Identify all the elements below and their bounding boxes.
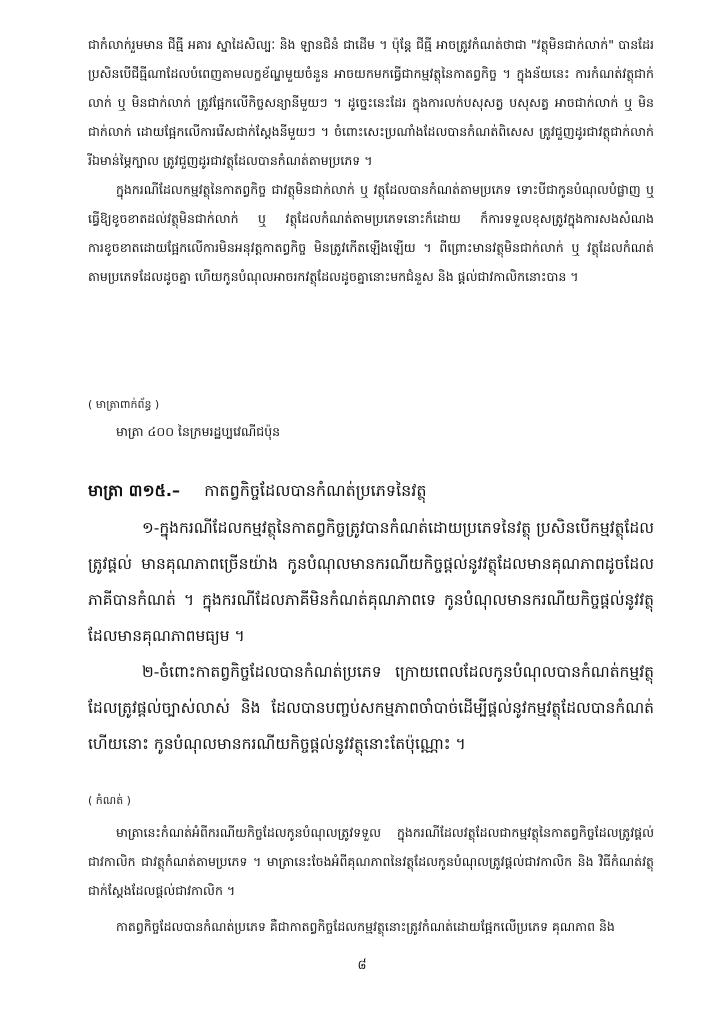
commentary-label: ( កំណត់ )	[88, 794, 131, 807]
commentary-paragraph-1: មាត្រានេះកំណត់អំពីករណីយកិច្ចដែលកូនបំណុលត្រូវទទួល ក្នុងករណីដែលវត្ថុដែលជាកម្មវត្ថុនៃកាតព្វកិច្ចដែលត្រូវផ្តល់ជាវកាលិក ជាវត្ថុកំណត់តាមប្រភេទ ។ មាត្រានេះចែងអំពីគុណភាពនៃវត្ថុដែលកូនបំណុលត្រូវផ្តល់ជាវកាលិក និង វិធីកំណត់វត្ថុជាក់ស្តែងដែលផ្តល់ជាវកាលិក ។	[88, 825, 654, 898]
article-heading	[88, 480, 427, 504]
commentary-paragraph-2: កាតព្វកិច្ចដែលបានកំណត់ប្រភេទ គឺជាកាតព្វកិច្ចដែលកម្មវត្ថុនោះត្រូវកំណត់ដោយផ្អែកលើប្រភេទ គុណភាព និង	[116, 919, 615, 934]
related-article-reference: មាត្រា ៤០០ នៃក្រមរដ្ឋប្បវេណីជប៉ុន	[116, 424, 281, 439]
article-clause-1: ១-ក្នុងករណីដែលកម្មវត្ថុនៃកាតព្វកិច្ចត្រូវបានកំណត់ដោយប្រភេទនៃវត្ថុ ប្រសិនបើកម្មវត្ថុដែលត្រូវផ្តល់ មានគុណភាពច្រើនយ៉ាង កូនបំណុលមានករណីយកិច្ចផ្តល់នូវវត្ថុដែលមានគុណភាពដូចដែលភាគីបានកំណត់ ។ ក្នុងករណីដែលភាគីមិនកំណត់គុណភាពទេ កូនបំណុលមានករណីយកិច្ចផ្តល់នូវវត្ថុដែលមានគុណភាពមធ្យម ។	[88, 519, 654, 645]
paragraph-continuation: ជាកំលាក់រួមមាន ជីធ្មី អគារ ស្នាដៃសិល្បៈ និង ឡានជិនំ ជាដើម ។ ប៉ុន្តែ ជីធ្មី អាចត្រូវកំណត់ថាជា "វត្ថុមិនជាក់លាក់" បានដែរ ប្រសិនបើជីធ្មីណាដែលបំពេញតាមលក្ខខ័ណ្ឌមួយចំនួន អាចយកមកធ្វើជាកម្មវត្ថុនៃកាតព្វកិច្ច ។ ក្នុងន័យនេះ ការកំណត់វត្ថុជាក់លាក់ ឬ មិនជាក់លាក់ ត្រូវផ្អែកលើកិច្ចសន្យានីមួយៗ ។ ដូច្នេះនេះដែរ ក្នុងការលក់បសុសត្វ បសុសត្វ អាចជាក់លាក់ ឬ មិនជាក់លាក់ ដោយផ្អែកលើការរើសជាក់ស្តែងនីមួយៗ ។ ចំពោះសេះប្រណាំងដែលបានកំណត់ពិសេស ត្រូវជួញដូរជាវត្ថុជាក់លាក់ រីឯមាន់ម្ភៃក្បាល ត្រូវជួញដូរជាវត្ថុដែលបានកំណត់តាមប្រភេទ ។	[88, 37, 654, 168]
article-clause-2: ២-ចំពោះកាតព្វកិច្ចដែលបានកំណត់ប្រភេទ ក្រោយពេលដែលកូនបំណុលបានកំណត់កម្មវត្ថុដែលត្រូវផ្តល់ច្បាស់លាស់ និង ដែលបានបញ្ចប់សកម្មភាពចាំបាច់ដើម្បីផ្តល់នូវកម្មវត្ថុដែលបានកំណត់ហើយនោះ កូនបំណុលមានករណីយកិច្ចផ្តល់នូវវត្ថុនោះតែប៉ុណ្ណោះ ។	[88, 663, 654, 753]
page-number: ៨	[357, 958, 367, 973]
article-number: មាត្រា ៣១៥.–	[88, 481, 180, 500]
paragraph-explanation: ក្នុងករណីដែលកម្មវត្ថុនៃកាតព្វកិច្ច ជាវត្ថុមិនជាក់លាក់ ឬ វត្ថុដែលបានកំណត់តាមប្រភេទ ទោះបីជាកូនបំណុលបំផ្លាញ ឬ ធ្វើឱ្យខូចខាតដល់វត្ថុមិនជាក់លាក់ ឬ វត្ថុដែលកំណត់តាមប្រភេទនោះក៏ដោយ ក៏ការទទួលខុសត្រូវក្នុងការសងសំណងការខូចខាតដោយផ្អែកលើការមិនអនុវត្តកាតព្វកិច្ច មិនត្រូវកើតឡើងឡើយ ។ ពីព្រោះមានវត្ថុមិនជាក់លាក់ ឬ វត្ថុដែលកំណត់តាមប្រភេទដែលដូចគ្នា ហើយកូនបំណុលអាចរកវត្ថុដែលដូចគ្នានោះមកជំនួស និង ផ្តល់ជាវកាលិកនោះបាន ។	[88, 182, 654, 284]
article-title: កាតព្វកិច្ចដែលបានកំណត់ប្រភេទនៃវត្ថុ	[204, 481, 427, 500]
related-articles-label: ( មាត្រាពាក់ព័ន្ធ )	[88, 398, 160, 411]
